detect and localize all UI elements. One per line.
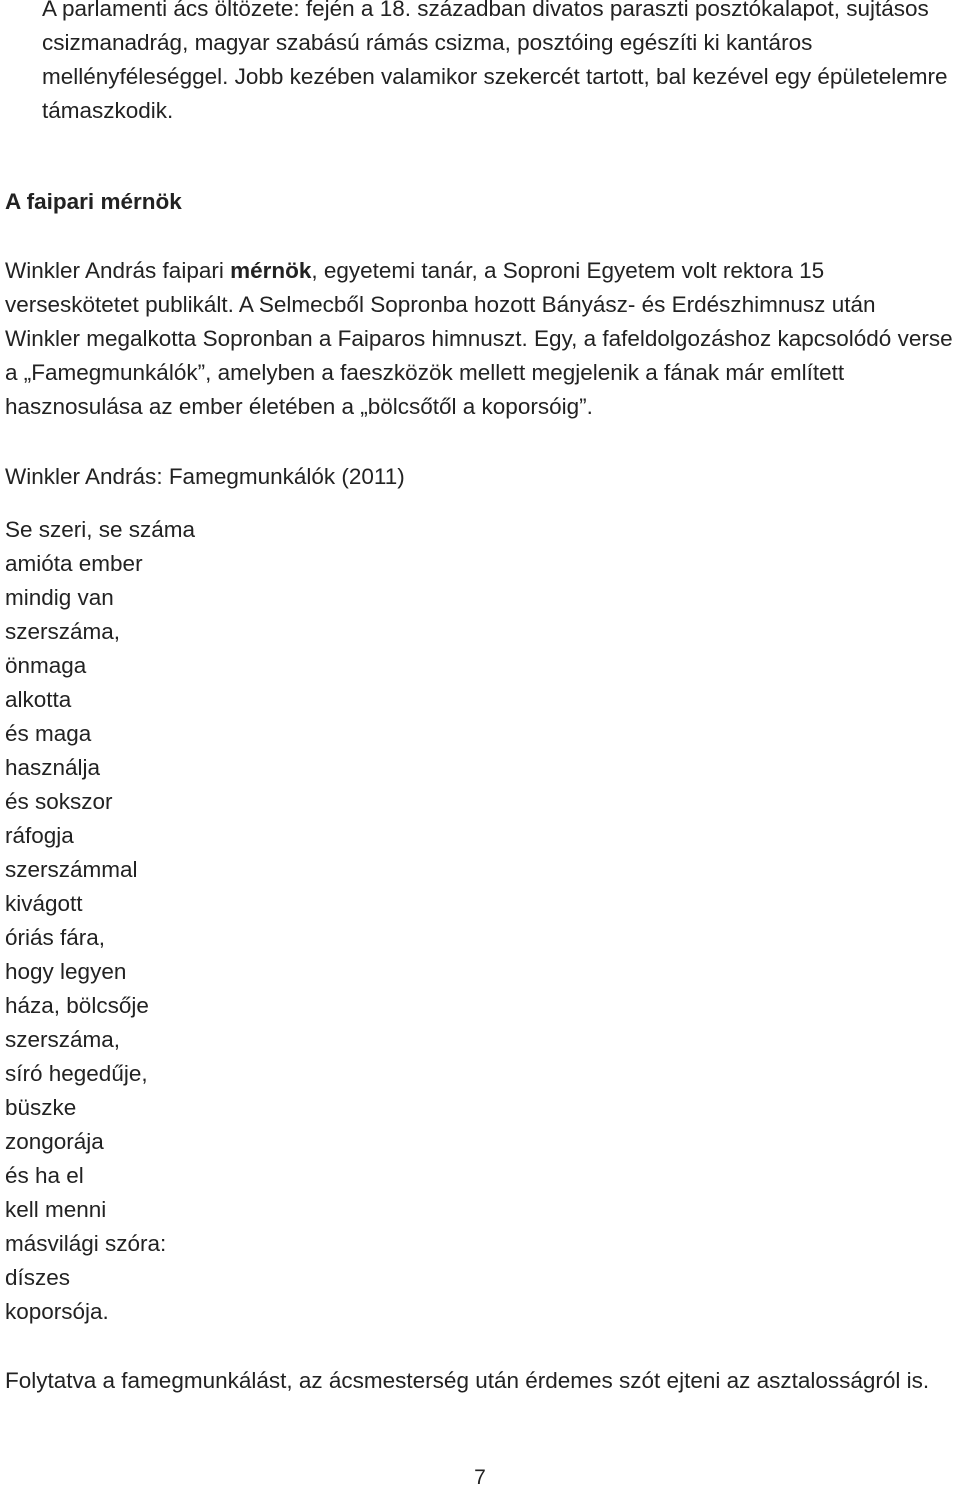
poem-title-text: : Famegmunkálók (2011) (156, 464, 405, 489)
intro-paragraph: A parlamenti ács öltözete: fején a 18. században divatos paraszti posztókalapot, sujtásos csizmanadrág, magyar szabású rámás csizma, posztóing egészíti ki kantáros mellényféleséggel. Jobb kezében valamikor szekercét tartott, bal kezével egy épületelemre támaszkodik. (42, 0, 948, 123)
poem-line: kivágott (5, 891, 83, 916)
poem-line: önmaga (5, 653, 87, 678)
poem-line: szerszámmal (5, 857, 138, 882)
poem-line: másvilági szóra: (5, 1231, 167, 1256)
poem-line: ráfogja (5, 823, 74, 848)
poem-line: zongorája (5, 1129, 104, 1154)
poem-line: mindig van (5, 585, 114, 610)
poem-line: és maga (5, 721, 92, 746)
poem-line: amióta ember (5, 551, 143, 576)
poem-author: Winkler András (5, 464, 157, 489)
poem-line: síró hegedűje, (5, 1061, 148, 1086)
poem-line: szerszáma, (5, 619, 121, 644)
closing-paragraph: Folytatva a famegmunkálást, az ácsmesterség után érdemes szót ejteni az asztalosságról is. (5, 1368, 930, 1393)
para-bold-word: mérnök (230, 258, 312, 283)
poem-line: háza, bölcsője (5, 993, 149, 1018)
poem-body (5, 513, 955, 1329)
poem-title (5, 460, 955, 494)
poem-line: kell menni (5, 1197, 107, 1222)
para-text-rest: , egyetemi tanár, a Soproni Egyetem volt rektora 15 verseskötetet publikált. A Selmecből Sopronba hozott Bányász- és Erdészhimnusz után Winkler megalkotta Sopronban a Faiparos himnuszt. Egy, a fafeldolgozáshoz kapcsolódó verse a „Famegmunkálók”, amelyben a faeszközök mellett megjelenik a fának már említett hasznosulása az ember életében a „bölcsőtől a koporsóig”. (5, 258, 953, 419)
poem-line: díszes (5, 1265, 71, 1290)
section-paragraph (5, 254, 955, 424)
poem-line: és ha el (5, 1163, 84, 1188)
poem-line: koporsója. (5, 1299, 109, 1324)
poem-line: büszke (5, 1095, 77, 1120)
section-heading: A faipari mérnök (5, 189, 182, 214)
page-number: 7 (474, 1466, 486, 1489)
poem-line: szerszáma, (5, 1027, 121, 1052)
para-text-start: Winkler András faipari (5, 258, 231, 283)
poem-line: hogy legyen (5, 959, 127, 984)
poem-line: használja (5, 755, 101, 780)
poem-line: alkotta (5, 687, 72, 712)
poem-line: Se szeri, se száma (5, 517, 196, 542)
poem-line: óriás fára, (5, 925, 106, 950)
poem-line: és sokszor (5, 789, 113, 814)
